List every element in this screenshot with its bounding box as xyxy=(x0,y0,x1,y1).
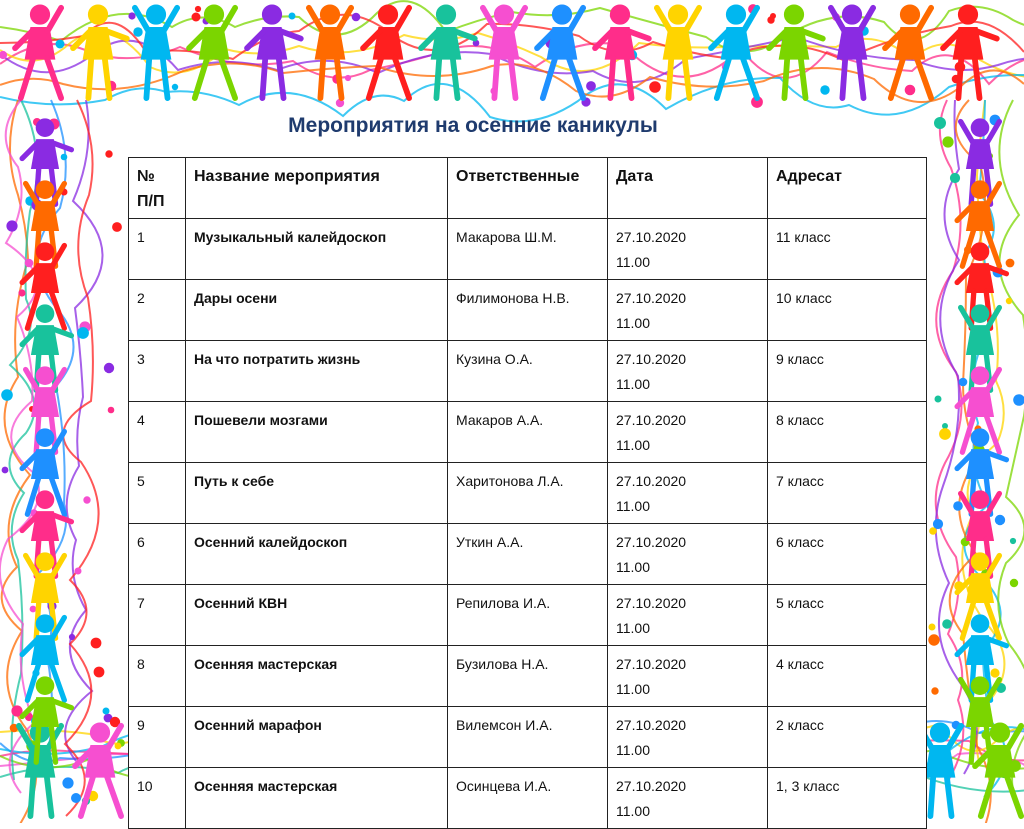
event-date-time xyxy=(608,341,768,402)
decorative-dot xyxy=(586,81,596,91)
decorative-dot xyxy=(928,634,939,645)
table-row xyxy=(129,707,927,768)
decorative-dot xyxy=(56,40,65,49)
audience-class: 11 класс xyxy=(768,219,927,280)
event-date-time xyxy=(608,646,768,707)
decorative-dot xyxy=(939,428,951,440)
audience-class: 7 класс xyxy=(768,463,927,524)
row-number: 1 xyxy=(129,219,186,280)
decorative-dot xyxy=(905,85,916,96)
event-name: Путь к себе xyxy=(186,463,448,524)
events-table xyxy=(128,157,927,829)
row-number: 2 xyxy=(129,280,186,341)
child-silhouette-icon xyxy=(885,5,931,98)
row-number: 5 xyxy=(129,463,186,524)
event-name: Осенняя мастерская xyxy=(186,646,448,707)
event-date: 27.10.2020 xyxy=(616,656,687,672)
decorative-dot xyxy=(959,378,968,387)
event-time: 11.00 xyxy=(616,376,650,392)
child-silhouette-icon xyxy=(831,5,873,98)
decorative-dot xyxy=(6,220,17,231)
table-header-row xyxy=(129,158,927,219)
table-row xyxy=(129,524,927,585)
event-time: 11.00 xyxy=(616,498,650,514)
responsible-person: Бузилова Н.А. xyxy=(448,646,608,707)
decorative-dot xyxy=(18,289,25,296)
decorative-dot xyxy=(195,6,201,12)
decorative-dot xyxy=(1,389,13,401)
table-row xyxy=(129,646,927,707)
row-number: 8 xyxy=(129,646,186,707)
decorative-dot xyxy=(352,13,361,22)
responsible-person: Вилемсон И.А. xyxy=(448,707,608,768)
decorative-dot xyxy=(133,27,142,36)
event-date: 27.10.2020 xyxy=(616,534,687,550)
event-date-time xyxy=(608,524,768,585)
event-time: 11.00 xyxy=(616,681,650,697)
column-header-date: Дата xyxy=(608,158,768,219)
audience-class: 8 класс xyxy=(768,402,927,463)
decorative-dot xyxy=(995,515,1005,525)
audience-class: 1, 3 класс xyxy=(768,768,927,829)
row-number: 3 xyxy=(129,341,186,402)
responsible-person: Харитонова Л.А. xyxy=(448,463,608,524)
decorative-dot xyxy=(929,624,936,631)
decorative-dot xyxy=(71,793,81,803)
decorative-dot xyxy=(192,13,201,22)
row-number: 10 xyxy=(129,768,186,829)
event-name: На что потратить жизнь xyxy=(186,341,448,402)
decorative-dot xyxy=(953,501,963,511)
event-time: 11.00 xyxy=(616,315,650,331)
event-name: Музыкальный калейдоскоп xyxy=(186,219,448,280)
decorative-dot xyxy=(103,708,110,715)
audience-class: 4 класс xyxy=(768,646,927,707)
decorative-dot xyxy=(1006,298,1012,304)
decorative-dot xyxy=(77,327,89,339)
responsible-person: Макаров А.А. xyxy=(448,402,608,463)
decorative-dot xyxy=(950,173,960,183)
page-title: Мероприятия на осенние каникулы xyxy=(288,114,658,137)
decorative-dot xyxy=(942,619,952,629)
event-date: 27.10.2020 xyxy=(616,778,687,794)
row-number: 4 xyxy=(129,402,186,463)
responsible-person: Уткин А.А. xyxy=(448,524,608,585)
event-date: 27.10.2020 xyxy=(616,290,687,306)
decorative-dot xyxy=(25,259,34,268)
audience-class: 9 класс xyxy=(768,341,927,402)
event-time: 11.00 xyxy=(616,620,650,636)
decorative-dot xyxy=(94,667,105,678)
audience-class: 5 класс xyxy=(768,585,927,646)
event-date-time xyxy=(608,463,768,524)
table-row xyxy=(129,219,927,280)
row-number: 9 xyxy=(129,707,186,768)
decorative-dot xyxy=(172,84,178,90)
decorative-dot xyxy=(61,154,68,161)
responsible-person: Макарова Ш.М. xyxy=(448,219,608,280)
decorative-dot xyxy=(69,634,75,640)
decorative-dot xyxy=(990,668,999,677)
event-name: Осенняя мастерская xyxy=(186,768,448,829)
table-row xyxy=(129,402,927,463)
decorative-dot xyxy=(112,222,122,232)
event-name: Дары осени xyxy=(186,280,448,341)
audience-class: 6 класс xyxy=(768,524,927,585)
column-header-number: № П/П xyxy=(129,158,186,219)
responsible-person: Кузина О.А. xyxy=(448,341,608,402)
event-time: 11.00 xyxy=(616,254,650,270)
event-date-time xyxy=(608,402,768,463)
decorative-dot xyxy=(820,85,829,94)
decorative-dot xyxy=(2,467,9,474)
decorative-dot xyxy=(75,568,82,575)
event-date: 27.10.2020 xyxy=(616,229,687,245)
table-row xyxy=(129,463,927,524)
table-row xyxy=(129,280,927,341)
event-name: Осенний КВН xyxy=(186,585,448,646)
decorative-dot xyxy=(30,606,37,613)
decorative-dot xyxy=(345,75,351,81)
decorative-dot xyxy=(104,363,114,373)
column-header-event-name: Название мероприятия xyxy=(186,158,448,219)
event-date-time xyxy=(608,280,768,341)
responsible-person: Репилова И.А. xyxy=(448,585,608,646)
event-time: 11.00 xyxy=(616,559,650,575)
column-header-responsible: Ответственные xyxy=(448,158,608,219)
column-header-audience: Адресат xyxy=(768,158,927,219)
audience-class: 10 класс xyxy=(768,280,927,341)
decorative-dot xyxy=(1013,394,1024,406)
event-date: 27.10.2020 xyxy=(616,595,687,611)
decorative-dot xyxy=(62,777,73,788)
row-number: 6 xyxy=(129,524,186,585)
table-row xyxy=(129,768,927,829)
event-date-time xyxy=(608,768,768,829)
event-time: 11.00 xyxy=(616,742,650,758)
event-date-time xyxy=(608,585,768,646)
child-silhouette-icon xyxy=(537,5,583,98)
decorative-dot xyxy=(1010,579,1018,587)
responsible-person: Филимонова Н.В. xyxy=(448,280,608,341)
table-row xyxy=(129,585,927,646)
event-date-time xyxy=(608,707,768,768)
event-date: 27.10.2020 xyxy=(616,351,687,367)
row-number: 7 xyxy=(129,585,186,646)
decorative-dot xyxy=(931,687,938,694)
event-time: 11.00 xyxy=(616,803,650,819)
decorative-dot xyxy=(91,638,102,649)
decorative-dot xyxy=(942,136,953,147)
event-name: Осенний калейдоскоп xyxy=(186,524,448,585)
decorative-dot xyxy=(108,407,115,414)
event-date: 27.10.2020 xyxy=(616,412,687,428)
event-name: Осенний марафон xyxy=(186,707,448,768)
decorative-dot xyxy=(289,13,296,20)
responsible-person: Осинцева И.А. xyxy=(448,768,608,829)
decorative-dot xyxy=(105,150,112,157)
child-silhouette-icon xyxy=(769,5,823,98)
decorative-dot xyxy=(767,16,774,23)
decorative-dot xyxy=(933,519,943,529)
decorative-dot xyxy=(128,12,135,19)
event-date: 27.10.2020 xyxy=(616,717,687,733)
audience-class: 2 класс xyxy=(768,707,927,768)
table-row xyxy=(129,341,927,402)
child-silhouette-icon xyxy=(483,5,525,98)
decorative-dot xyxy=(115,743,122,750)
event-time: 11.00 xyxy=(616,437,650,453)
decorative-dot xyxy=(649,81,661,93)
decorative-dot xyxy=(83,496,90,503)
decorative-dot xyxy=(1010,538,1016,544)
child-silhouette-icon xyxy=(73,5,127,98)
decorative-dot xyxy=(1006,259,1015,268)
event-name: Пошевели мозгами xyxy=(186,402,448,463)
event-date: 27.10.2020 xyxy=(616,473,687,489)
decorative-dot xyxy=(935,396,942,403)
event-date-time xyxy=(608,219,768,280)
